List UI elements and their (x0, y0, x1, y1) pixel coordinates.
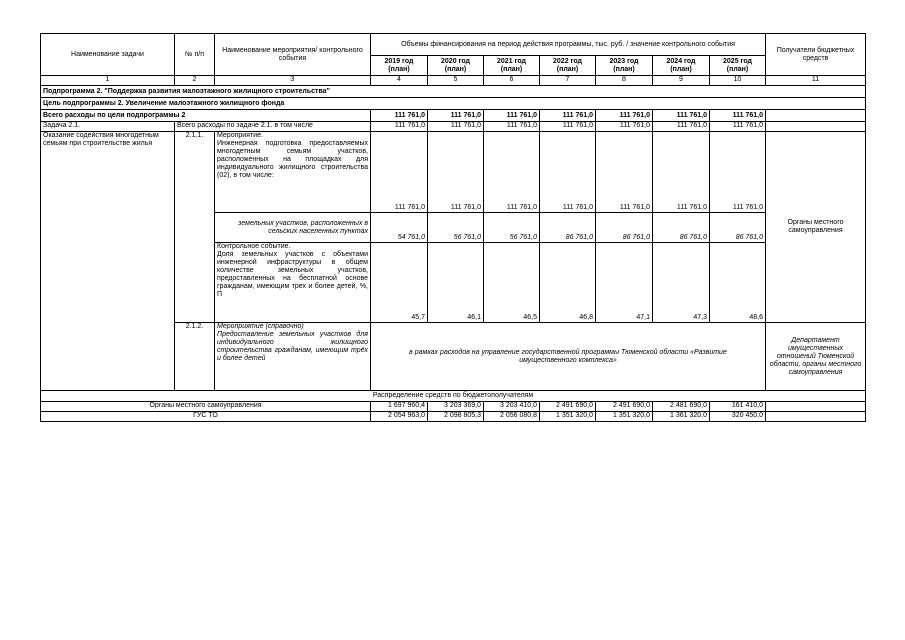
header-task-name: Наименование задачи (41, 34, 175, 76)
col-number: 7 (540, 76, 596, 86)
total-goal-row (41, 110, 866, 122)
distribution-value: 2 491 690,0 (596, 402, 653, 412)
event-211-value: 111 761,0 (428, 132, 484, 213)
goal-title: Цель подпрограммы 2. Увеличение малоэтажного жилищного фонда (41, 98, 866, 110)
subprogram-title: Подпрограмма 2. "Поддержка развития малоэтажного жилищного строительства" (41, 86, 866, 98)
control-event-text (215, 243, 371, 323)
rural-plots-value: 86 761,0 (596, 213, 653, 243)
header-year-2019: 2019 год (план) (371, 56, 428, 76)
col-number: 8 (596, 76, 653, 86)
distribution-row (41, 402, 866, 412)
rural-plots-value: 86 761,0 (653, 213, 710, 243)
distribution-value: 161 410,0 (710, 402, 766, 412)
task-total-label: Всего расходы по задаче 2.1. в том числе (175, 122, 371, 132)
event-211-number: 2.1.1. (175, 132, 215, 323)
control-event-value: 45,7 (371, 243, 428, 323)
event-211-value: 111 761,0 (596, 132, 653, 213)
total-goal-value: 111 761,0 (484, 110, 540, 122)
distribution-value: 1 351 320,0 (596, 412, 653, 422)
distribution-value: 2 056 080,8 (484, 412, 540, 422)
event-212-funding-note: в рамках расходов на управление государственной программы Тюменской области «Развитие имущественного комплекса» (371, 323, 766, 391)
event-211-value: 111 761,0 (710, 132, 766, 213)
control-event-description: Доля земельных участков с объектами инженерной инфраструктуры в общем количестве земельных участков, предоставленных на бесплатной основе гражданам, имеющим трех и более детей, %, П (217, 251, 368, 298)
col-number: 4 (371, 76, 428, 86)
control-event-value: 46,8 (540, 243, 596, 323)
col-number: 6 (484, 76, 540, 86)
header-year-2020: 2020 год (план) (428, 56, 484, 76)
total-goal-value: 111 761,0 (710, 110, 766, 122)
header-year-2021: 2021 год (план) (484, 56, 540, 76)
distribution-value: 1 697 960,4 (371, 402, 428, 412)
rural-plots-value: 54 761,0 (371, 213, 428, 243)
rural-plots-value: 56 761,0 (484, 213, 540, 243)
task-total-value: 111 761,0 (710, 122, 766, 132)
total-goal-value: 111 761,0 (428, 110, 484, 122)
control-event-value: 47,3 (653, 243, 710, 323)
col-number: 3 (215, 76, 371, 86)
rural-plots-value: 86 761,0 (710, 213, 766, 243)
event-211-text (215, 132, 371, 213)
total-goal-value: 111 761,0 (596, 110, 653, 122)
distribution-label: Органы местного самоуправления (41, 402, 371, 412)
distribution-value: 1 361 320,0 (653, 412, 710, 422)
task-total-value: 111 761,0 (596, 122, 653, 132)
header-year-2022: 2022 год (план) (540, 56, 596, 76)
task-total-value: 111 761,0 (484, 122, 540, 132)
column-number-row (41, 76, 866, 86)
col-number: 11 (766, 76, 866, 86)
col-number: 5 (428, 76, 484, 86)
distribution-row (41, 412, 866, 422)
header-event-name: Наименование мероприятия/ контрольного события (215, 34, 371, 76)
distribution-value: 2 098 805,3 (428, 412, 484, 422)
col-number: 1 (41, 76, 175, 86)
event-211-value: 111 761,0 (484, 132, 540, 213)
task-total-value: 111 761,0 (653, 122, 710, 132)
event-212-recipient: Департамент имущественных отношений Тюменской области, органы местного самоуправления (766, 323, 866, 391)
distribution-value: 2 054 963,0 (371, 412, 428, 422)
distribution-value: 2 491 690,0 (540, 402, 596, 412)
rural-plots-value: 86 761,0 (540, 213, 596, 243)
col-number: 9 (653, 76, 710, 86)
header-year-2025: 2025 год (план) (710, 56, 766, 76)
header-funding: Объемы финансирования на период действия программы, тыс. руб. / значение контрольного события (371, 34, 766, 56)
event-212-description: Предоставление земельных участков для индивидуального жилищного строительства гражданам, имеющим трёх и более детей (217, 331, 368, 362)
event-211-title: Мероприятие. (217, 132, 263, 139)
total-goal-value: 111 761,0 (540, 110, 596, 122)
col-number: 2 (175, 76, 215, 86)
header-recipients: Получатели бюджетных средств (766, 34, 866, 76)
distribution-value: 3 203 410,0 (484, 402, 540, 412)
task-total-row (41, 122, 866, 132)
rural-plots-value: 56 761,0 (428, 213, 484, 243)
rural-plots-text: земельных участков, расположенных в сельских населенных пунктах (215, 213, 371, 243)
header-number: № п/п (175, 34, 215, 76)
total-goal-value: 111 761,0 (653, 110, 710, 122)
distribution-value: 2 481 690,0 (653, 402, 710, 412)
event-212-number: 2.1.2. (175, 323, 215, 391)
event-211-value: 111 761,0 (653, 132, 710, 213)
event-211-description: Инженерная подготовка предоставляемых многодетным семьям участков, расположенных на площадках для индивидуального жилищного строительства (02), в том числе: (217, 140, 368, 179)
control-event-value: 48,6 (710, 243, 766, 323)
control-event-value: 46,5 (484, 243, 540, 323)
total-goal-label: Всего расходы по цели подпрограммы 2 (41, 110, 371, 122)
task-total-value: 111 761,0 (428, 122, 484, 132)
distribution-value: 3 203 369,0 (428, 402, 484, 412)
distribution-value: 320 450,0 (710, 412, 766, 422)
task-description: Оказание содействия многодетным семьям при строительстве жилья (41, 132, 175, 391)
event-211-value: 111 761,0 (540, 132, 596, 213)
event-211-value: 111 761,0 (371, 132, 428, 213)
header-year-2024: 2024 год (план) (653, 56, 710, 76)
control-event-value: 46,1 (428, 243, 484, 323)
total-goal-value: 111 761,0 (371, 110, 428, 122)
distribution-value: 1 351 320,0 (540, 412, 596, 422)
event-211-row (41, 132, 866, 213)
program-table (40, 33, 866, 422)
header-year-2023: 2023 год (план) (596, 56, 653, 76)
task-total-value: 111 761,0 (371, 122, 428, 132)
control-event-title: Контрольное событие. (217, 243, 291, 250)
task-label: Задача 2.1. (41, 122, 175, 132)
event-212-title: Мероприятие (справочно) (217, 323, 304, 330)
event-212-text (215, 323, 371, 391)
distribution-title: Распределение средств по бюджетополучателям (41, 391, 866, 402)
control-event-value: 47,1 (596, 243, 653, 323)
task-total-value: 111 761,0 (540, 122, 596, 132)
distribution-label: ГУС ТО (41, 412, 371, 422)
col-number: 10 (710, 76, 766, 86)
event-211-recipient: Органы местного самоуправления (766, 132, 866, 323)
